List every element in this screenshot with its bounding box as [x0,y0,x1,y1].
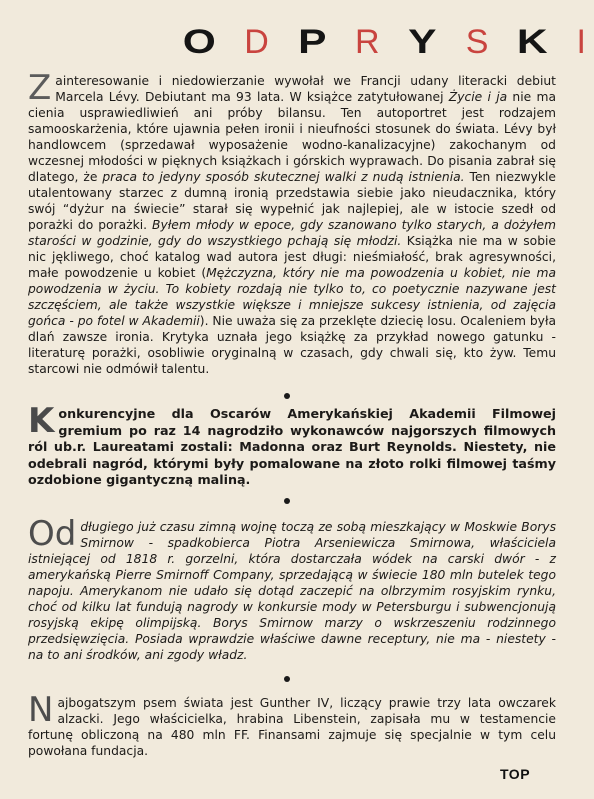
section-title [182,22,586,62]
magazine-logo: TOP [500,766,531,782]
article-body [28,401,556,489]
title-letter: K [517,23,548,61]
article-razzie [28,401,556,489]
article-marcel-levy [28,68,556,377]
article-text: ). Nie uważa się za przeklęte dziecię losu. Ocaleniem była dlań zawsze ironia. Krytyka uznała jego książkę za przykład nowego gatunku - literaturę porażki, osobliwie oryginalną w czasach, gdy chwali się, kto żyw. Temu starcowi nie odmówił talentu. [28,314,556,376]
drop-cap: N [28,690,54,730]
article-smirnow [28,514,556,663]
title-letter: I [576,23,586,61]
article-text: Książka nie ma w sobie nic jękliwego, choć katalog wad autora jest długi: nieśmiałość, brak agresywności, małe powodzenie u kobiet ( [28,234,556,280]
separator-dot [284,676,290,682]
drop-cap: K [28,401,55,441]
title-letter: D [244,23,269,61]
title-letter: O [182,23,216,61]
title-letter: S [465,23,489,61]
article-body [28,690,556,759]
article-text: ainteresowanie i niedowierzanie wywołał we Francji udany literacki debiut Marcela Lévy. Debiutant ma 93 lata. W książce zatytułowanej [55,74,556,104]
article-body [28,514,556,663]
article-text: Ten niezwykle utalentowany starzec z dumną ironią przedstawia siebie jako nieudacznika, który swój “dyżur na świecie” starał się wypełnić jak najlepiej, ale w istocie szedł od porażki do porażki. [28,170,556,232]
article-text: długiego już czasu zimną wojnę toczą ze sobą mieszkający w Moskwie Borys Smirnow - spadkobierca Piotra Arseniewicza Smirnowa, właściciela istniejącej od 1818 r. gorzelni, która dostarczała wódek na carski dwór - z amerykańską Pierre Smirnoff Company, sprzedającą w świecie 180 mln butelek tego napoju. Amerykanom nie udało się dotąd zaczepić na olbrzymim rosyjskim rynku, choć od kilku lat fundują nagrody w konkursie mody w Petersburgu i subwencjonują rosyjską ekipę olimpijską. Borys Smirnow marzy o wskrzeszeniu rodzinnego przedsięwzięcia. Posiada wprawdzie właściwe dawne receptury, nie ma - niestety - na to ani środków, ani zgody władz. [28,520,556,662]
quote: praca to jedyny sposób skutecznej walki z nudą istnienia. [102,170,465,184]
quote: Mężczyzna, który nie ma powodzenia u kobiet, nie ma powodzenia w życiu. To kobiety rozdają nie tylko to, co poetycznie nazywane jest szczęściem, ale także wszystkie większe i mniejsze sukcesy istnienia, od zajęcia gońca - po fotel w Akademii [28,266,556,328]
article-body [28,68,556,377]
book-title: Życie i ja [448,90,508,104]
title-letter: R [354,23,380,61]
article-text: onkurencyjne dla Oscarów Amerykańskiej Akademii Filmowej gremium po raz 14 nagrodziło wykonawców najgorszych filmowych ról ub.r. Laureatami zostali: Madonna oraz Burt Reynolds. Niestety, nie odebrali nagród, którymi były pomalowane na złoto rolki filmowej taśmy ozdobione gigantyczną maliną. [28,406,556,488]
drop-cap: Z [28,68,52,108]
title-letter: P [297,23,327,61]
quote: Byłem młody w epoce, gdy szanowano tylko starych, a dożyłem starości w godzinie, gdy do wszystkiego pchają się młodzi. [28,218,556,248]
title-letter: Y [408,23,437,61]
article-text: ajbogatszym psem świata jest Gunther IV, liczący prawie trzy lata owczarek alzacki. Jego właścicielka, hrabina Libenstein, zapisała mu w testamencie fortunę obliczoną na 480 mln FF. Finansami zajmuje się specjalnie w tym celu powołana fundacja. [28,696,556,758]
drop-cap: Od [28,514,77,554]
article-text: nie ma cienia usprawiedliwień ani próby bilansu. Ten autoportret jest rodzajem samooskarżenia, które ujawnia pełen ironii i nieufności stosunek do świata. Lévy był handlowcem (sprzedawał wyposażenie wodno-kanalizacyjne) zakochanym od wczesnej młodości w pięknych książkach i górskich wyprawach. Do pisania zabrał się dlatego, że [28,90,556,184]
article-gunther [28,690,556,759]
separator-dot [284,498,290,504]
separator-dot [284,393,290,399]
